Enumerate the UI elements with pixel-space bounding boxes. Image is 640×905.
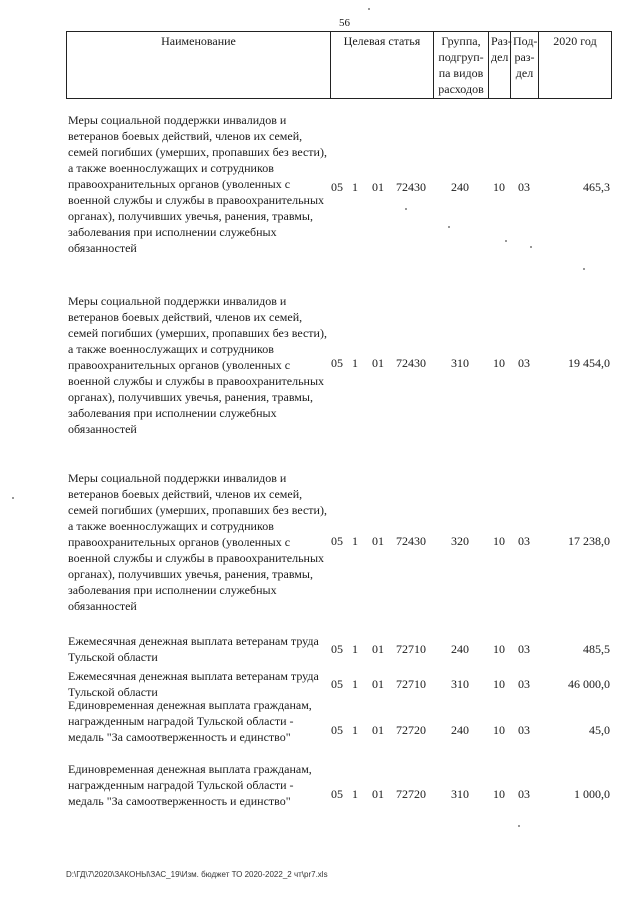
row-code-1: 05 bbox=[331, 642, 343, 656]
scan-speck bbox=[12, 497, 14, 499]
row-subsection: 03 bbox=[518, 534, 530, 548]
row-code-4: 72720 bbox=[396, 787, 426, 801]
scan-speck bbox=[368, 8, 370, 10]
scan-speck bbox=[505, 240, 507, 242]
row-code-1: 05 bbox=[331, 787, 343, 801]
row-subsection: 03 bbox=[518, 180, 530, 194]
row-amount: 465,3 bbox=[583, 180, 610, 194]
row-code-2: 1 bbox=[352, 677, 358, 691]
row-code-2: 1 bbox=[352, 534, 358, 548]
row-code-1: 05 bbox=[331, 180, 343, 194]
row-group: 240 bbox=[451, 642, 469, 656]
row-amount: 1 000,0 bbox=[574, 787, 610, 801]
row-name: Меры социальной поддержки инвалидов и ветеранов боевых действий, членов их семей, семей погибших (умерших, пропавших без вести), а также военнослужащих и сотрудников правоохранительных органов (уволенных с военной службы и службы в правоохранительных органах), получивших увечья, ранения, травмы, заболевания при исполнении служебных обязанностей bbox=[68, 113, 327, 255]
row-amount: 46 000,0 bbox=[568, 677, 610, 691]
row-code-2: 1 bbox=[352, 180, 358, 194]
scan-speck bbox=[405, 208, 407, 210]
scan-speck bbox=[530, 246, 532, 248]
row-name: Единовременная денежная выплата гражданам, награжденным наградой Тульской области - медаль "За самоотверженность и единство" bbox=[68, 698, 312, 744]
row-section: 10 bbox=[493, 534, 505, 548]
row-group: 320 bbox=[451, 534, 469, 548]
row-subsection: 03 bbox=[518, 356, 530, 370]
row-code-4: 72710 bbox=[396, 642, 426, 656]
row-name: Меры социальной поддержки инвалидов и ветеранов боевых действий, членов их семей, семей погибших (умерших, пропавших без вести), а также военнослужащих и сотрудников правоохранительных органов (уволенных с военной службы и службы в правоохранительных органах), получивших увечья, ранения, травмы, заболевания при исполнении служебных обязанностей bbox=[68, 471, 327, 613]
row-subsection: 03 bbox=[518, 677, 530, 691]
row-section: 10 bbox=[493, 677, 505, 691]
header-target: Целевая статья bbox=[331, 32, 434, 99]
row-code-2: 1 bbox=[352, 356, 358, 370]
row-code-4: 72710 bbox=[396, 677, 426, 691]
row-section: 10 bbox=[493, 787, 505, 801]
row-section: 10 bbox=[493, 356, 505, 370]
row-code-2: 1 bbox=[352, 642, 358, 656]
row-name: Единовременная денежная выплата гражданам, награжденным наградой Тульской области - медаль "За самоотверженность и единство" bbox=[68, 762, 312, 808]
row-name: Ежемесячная денежная выплата ветеранам труда Тульской области bbox=[68, 669, 319, 699]
page-number: 56 bbox=[339, 17, 350, 29]
row-code-4: 72430 bbox=[396, 356, 426, 370]
row-code-3: 01 bbox=[372, 180, 384, 194]
scan-speck bbox=[518, 825, 520, 827]
row-subsection: 03 bbox=[518, 642, 530, 656]
row-code-3: 01 bbox=[372, 356, 384, 370]
row-code-2: 1 bbox=[352, 787, 358, 801]
row-code-1: 05 bbox=[331, 356, 343, 370]
row-code-1: 05 bbox=[331, 723, 343, 737]
file-path-footer: D:\ГД\7\2020\ЗАКОНЫ\ЗАС_19\Изм. бюджет ТО 2020-2022_2 чт\pr7.xls bbox=[66, 870, 328, 879]
row-group: 310 bbox=[451, 677, 469, 691]
header-section: Раз- дел bbox=[489, 32, 511, 99]
row-code-4: 72430 bbox=[396, 534, 426, 548]
row-group: 240 bbox=[451, 180, 469, 194]
row-code-1: 05 bbox=[331, 534, 343, 548]
row-group: 310 bbox=[451, 787, 469, 801]
row-code-3: 01 bbox=[372, 534, 384, 548]
row-section: 10 bbox=[493, 642, 505, 656]
scan-speck bbox=[583, 268, 585, 270]
row-amount: 17 238,0 bbox=[568, 534, 610, 548]
row-code-1: 05 bbox=[331, 677, 343, 691]
row-code-3: 01 bbox=[372, 642, 384, 656]
header-name: Наименование bbox=[67, 32, 331, 99]
row-code-4: 72720 bbox=[396, 723, 426, 737]
row-subsection: 03 bbox=[518, 723, 530, 737]
row-amount: 45,0 bbox=[589, 723, 610, 737]
header-year: 2020 год bbox=[539, 32, 612, 99]
header-subsection: Под- раз- дел bbox=[511, 32, 539, 99]
row-name: Ежемесячная денежная выплата ветеранам труда Тульской области bbox=[68, 634, 319, 664]
row-group: 240 bbox=[451, 723, 469, 737]
row-code-3: 01 bbox=[372, 723, 384, 737]
row-group: 310 bbox=[451, 356, 469, 370]
scan-speck bbox=[448, 226, 450, 228]
row-amount: 485,5 bbox=[583, 642, 610, 656]
row-section: 10 bbox=[493, 723, 505, 737]
row-section: 10 bbox=[493, 180, 505, 194]
row-amount: 19 454,0 bbox=[568, 356, 610, 370]
header-group: Группа, подгруп- па видов расходов bbox=[434, 32, 489, 99]
row-subsection: 03 bbox=[518, 787, 530, 801]
row-code-2: 1 bbox=[352, 723, 358, 737]
row-code-4: 72430 bbox=[396, 180, 426, 194]
row-code-3: 01 bbox=[372, 677, 384, 691]
row-name: Меры социальной поддержки инвалидов и ветеранов боевых действий, членов их семей, семей погибших (умерших, пропавших без вести), а также военнослужащих и сотрудников правоохранительных органов (уволенных с военной службы и службы в правоохранительных органах), получивших увечья, ранения, травмы, заболевания при исполнении служебных обязанностей bbox=[68, 294, 327, 436]
row-code-3: 01 bbox=[372, 787, 384, 801]
